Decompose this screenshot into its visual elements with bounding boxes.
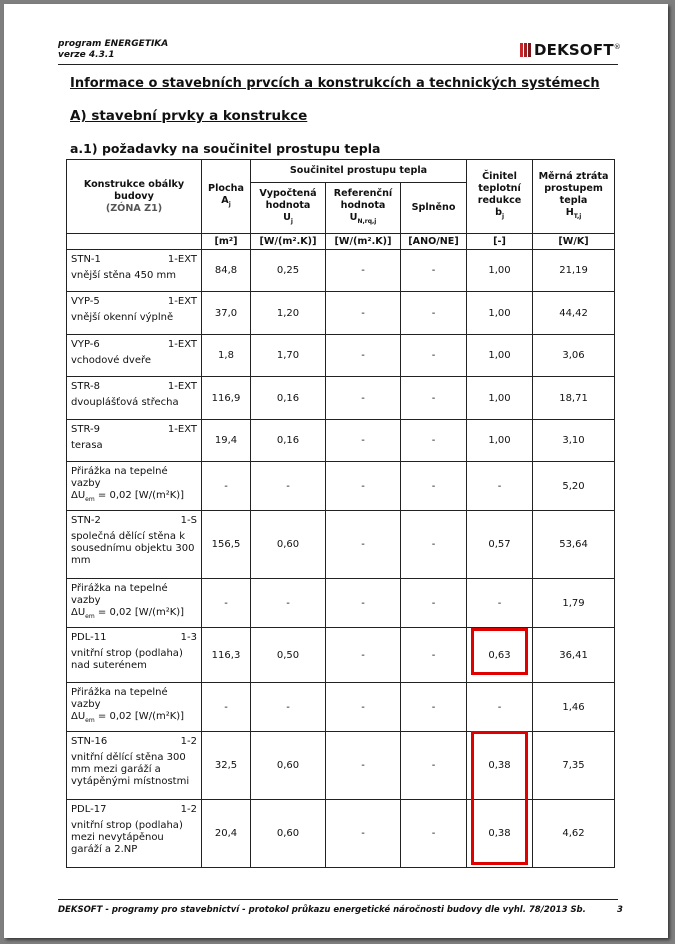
- reference-u-cell: -: [326, 462, 401, 511]
- table-row: [67, 462, 615, 511]
- table-row: [67, 420, 615, 462]
- zone-tag: 1-EXT: [167, 339, 197, 350]
- construction-cell: [67, 335, 202, 377]
- construction-description: vnitřní strop (podlaha) nad suterénem: [71, 648, 183, 671]
- construction-code: STN-2: [71, 515, 101, 526]
- thermal-bridge-surcharge-cell: Přirážka na tepelné vazby $\Delta U_{em} = 0,02$ [W/(m²K)]: [67, 462, 202, 511]
- fulfilled-cell: -: [401, 462, 467, 511]
- construction-cell: [67, 800, 202, 868]
- header-transmittance-group: Součinitel prostupu tepla: [251, 160, 467, 183]
- heat-loss-cell: 1,79: [533, 579, 615, 628]
- header-calculated: Vypočtená hodnota $U_j$: [251, 183, 326, 234]
- calculated-u-cell: 0,16: [251, 420, 326, 462]
- area-cell: 20,4: [202, 800, 251, 868]
- construction-code: STN-16: [71, 736, 108, 747]
- zone-tag: 1-S: [180, 515, 197, 526]
- logo-registered-mark: ®: [613, 43, 621, 51]
- area-cell: 1,8: [202, 335, 251, 377]
- unit-cell: [W/K]: [533, 234, 615, 250]
- highlight-box-stn16-pdl17: [471, 731, 528, 865]
- construction-cell: [67, 420, 202, 462]
- page-number: 3: [617, 905, 623, 915]
- heat-loss-cell: 44,42: [533, 292, 615, 335]
- area-cell: -: [202, 579, 251, 628]
- zone-tag: 1-EXT: [167, 424, 197, 435]
- fulfilled-cell: -: [401, 628, 467, 683]
- highlight-box-pdl11: [471, 628, 528, 675]
- area-cell: 84,8: [202, 250, 251, 292]
- reference-u-cell: -: [326, 335, 401, 377]
- header-divider: [58, 64, 618, 65]
- table-row: [67, 800, 615, 868]
- unit-cell: [ANO/NE]: [401, 234, 467, 250]
- heat-loss-cell: 36,41: [533, 628, 615, 683]
- fulfilled-cell: -: [401, 683, 467, 732]
- construction-description: vnitřní dělící stěna 300 mm mezi garáží a vytápěnými místnostmi: [71, 752, 190, 787]
- calculated-u-cell: 1,70: [251, 335, 326, 377]
- heat-loss-cell: 7,35: [533, 732, 615, 800]
- heat-loss-cell: 18,71: [533, 377, 615, 420]
- construction-description: vnější okenní výplně: [71, 312, 174, 323]
- construction-description: dvouplášťová střecha: [71, 397, 179, 408]
- fulfilled-cell: -: [401, 579, 467, 628]
- reduction-factor-cell: 1,00: [467, 335, 533, 377]
- reference-u-cell: -: [326, 377, 401, 420]
- program-name: program ENERGETIKA: [58, 39, 169, 49]
- reduction-factor-cell: 1,00: [467, 292, 533, 335]
- construction-description: vnější stěna 450 mm: [71, 270, 177, 281]
- header-area: Plocha $A_j$: [202, 160, 251, 234]
- program-version: [58, 39, 168, 61]
- unit-cell: [W/(m².K)]: [251, 234, 326, 250]
- reference-u-cell: -: [326, 420, 401, 462]
- fulfilled-cell: -: [401, 511, 467, 579]
- reduction-factor-cell: -: [467, 683, 533, 732]
- fulfilled-cell: -: [401, 335, 467, 377]
- construction-cell: [67, 377, 202, 420]
- heat-loss-cell: 5,20: [533, 462, 615, 511]
- area-cell: -: [202, 462, 251, 511]
- reduction-factor-cell: 0,38: [467, 732, 533, 800]
- heat-loss-cell: 1,46: [533, 683, 615, 732]
- fulfilled-cell: -: [401, 420, 467, 462]
- construction-cell: [67, 511, 202, 579]
- table-row: [67, 511, 615, 579]
- reference-u-cell: -: [326, 511, 401, 579]
- logo-bars-icon: [520, 43, 531, 57]
- construction-cell: [67, 250, 202, 292]
- calculated-u-cell: 0,60: [251, 800, 326, 868]
- construction-code: PDL-17: [71, 804, 107, 815]
- table-row: [67, 292, 615, 335]
- header-heat-loss: Měrná ztráta prostupem tepla $H_{T,j}$: [533, 160, 615, 234]
- construction-code: VYP-5: [71, 296, 100, 307]
- reference-u-cell: -: [326, 732, 401, 800]
- table-row: [67, 628, 615, 683]
- reference-u-cell: -: [326, 800, 401, 868]
- construction-description: terasa: [71, 440, 103, 451]
- reduction-factor-cell: -: [467, 462, 533, 511]
- area-cell: 116,9: [202, 377, 251, 420]
- fulfilled-cell: -: [401, 732, 467, 800]
- thermal-bridge-surcharge-cell: Přirážka na tepelné vazby $\Delta U_{em} = 0,02$ [W/(m²K)]: [67, 579, 202, 628]
- reference-u-cell: -: [326, 628, 401, 683]
- requirements-table: [66, 159, 615, 868]
- logo-text: DEKSOFT: [534, 41, 614, 59]
- area-cell: 19,4: [202, 420, 251, 462]
- reference-u-cell: -: [326, 292, 401, 335]
- construction-description: vnitřní strop (podlaha) mezi nevytápěnou garáží a 2.NP: [71, 820, 183, 855]
- table-row: [67, 377, 615, 420]
- unit-cell: [W/(m².K)]: [326, 234, 401, 250]
- table-row: [67, 732, 615, 800]
- area-cell: 32,5: [202, 732, 251, 800]
- table-row: [67, 683, 615, 732]
- program-version-number: verze 4.3.1: [58, 50, 115, 60]
- table-row: [67, 250, 615, 292]
- construction-description: společná dělící stěna k sousednímu objektu 300 mm: [71, 531, 195, 566]
- construction-cell: [67, 292, 202, 335]
- area-cell: -: [202, 683, 251, 732]
- reference-u-cell: -: [326, 579, 401, 628]
- calculated-u-cell: 0,25: [251, 250, 326, 292]
- footer-text: DEKSOFT - programy pro stavebnictví - protokol průkazu energetické náročnosti budovy dle vyhl. 78/2013 Sb.: [58, 905, 586, 915]
- reduction-factor-cell: 1,00: [467, 250, 533, 292]
- calculated-u-cell: 0,60: [251, 511, 326, 579]
- calculated-u-cell: 1,20: [251, 292, 326, 335]
- construction-code: VYP-6: [71, 339, 100, 350]
- fulfilled-cell: -: [401, 377, 467, 420]
- calculated-u-cell: -: [251, 683, 326, 732]
- fulfilled-cell: -: [401, 292, 467, 335]
- construction-description: vchodové dveře: [71, 355, 152, 366]
- construction-code: STN-1: [71, 254, 101, 265]
- heat-loss-cell: 21,19: [533, 250, 615, 292]
- header-fulfilled: Splněno: [401, 183, 467, 234]
- construction-cell: [67, 628, 202, 683]
- document-page: [4, 4, 668, 938]
- units-row: [67, 234, 615, 250]
- fulfilled-cell: -: [401, 800, 467, 868]
- area-cell: 37,0: [202, 292, 251, 335]
- area-cell: 116,3: [202, 628, 251, 683]
- table-row: [67, 335, 615, 377]
- footer-divider: [58, 899, 618, 900]
- reduction-factor-cell: -: [467, 579, 533, 628]
- construction-code: STR-8: [71, 381, 100, 392]
- header-construction: Konstrukce obálky budovy (ZÓNA Z1): [67, 160, 202, 234]
- construction-code: STR-9: [71, 424, 100, 435]
- thermal-bridge-surcharge-cell: Přirážka na tepelné vazby $\Delta U_{em} = 0,02$ [W/(m²K)]: [67, 683, 202, 732]
- section-heading: A) stavební prvky a konstrukce: [70, 108, 308, 124]
- calculated-u-cell: 0,50: [251, 628, 326, 683]
- unit-cell: [m²]: [202, 234, 251, 250]
- header-reference: Referenční hodnota $U_{N,rq,j}$: [326, 183, 401, 234]
- reduction-factor-cell: 1,00: [467, 420, 533, 462]
- page-title: Informace o stavebních prvcích a konstrukcích a technických systémech: [70, 76, 600, 91]
- construction-code: PDL-11: [71, 632, 107, 643]
- unit-cell: [-]: [467, 234, 533, 250]
- reduction-factor-cell: 0,57: [467, 511, 533, 579]
- zone-tag: 1-2: [180, 736, 197, 747]
- heat-loss-cell: 53,64: [533, 511, 615, 579]
- calculated-u-cell: 0,16: [251, 377, 326, 420]
- heat-loss-cell: 3,10: [533, 420, 615, 462]
- calculated-u-cell: 0,60: [251, 732, 326, 800]
- heat-loss-cell: 3,06: [533, 335, 615, 377]
- zone-tag: 1-EXT: [167, 381, 197, 392]
- deksoft-logo: [520, 42, 621, 58]
- subsection-heading: a.1) požadavky na součinitel prostupu tepla: [70, 141, 381, 156]
- reduction-factor-cell: 0,38: [467, 800, 533, 868]
- area-cell: 156,5: [202, 511, 251, 579]
- fulfilled-cell: -: [401, 250, 467, 292]
- calculated-u-cell: -: [251, 462, 326, 511]
- zone-tag: 1-EXT: [167, 296, 197, 307]
- reduction-factor-cell: 1,00: [467, 377, 533, 420]
- calculated-u-cell: -: [251, 579, 326, 628]
- reduction-factor-cell: 0,63: [467, 628, 533, 683]
- reference-u-cell: -: [326, 250, 401, 292]
- heat-loss-cell: 4,62: [533, 800, 615, 868]
- construction-cell: [67, 732, 202, 800]
- zone-tag: 1-3: [180, 632, 197, 643]
- zone-tag: 1-EXT: [167, 254, 197, 265]
- header-reduction-factor: Činitel teplotní redukce $b_j$: [467, 160, 533, 234]
- reference-u-cell: -: [326, 683, 401, 732]
- zone-tag: 1-2: [180, 804, 197, 815]
- table-row: [67, 579, 615, 628]
